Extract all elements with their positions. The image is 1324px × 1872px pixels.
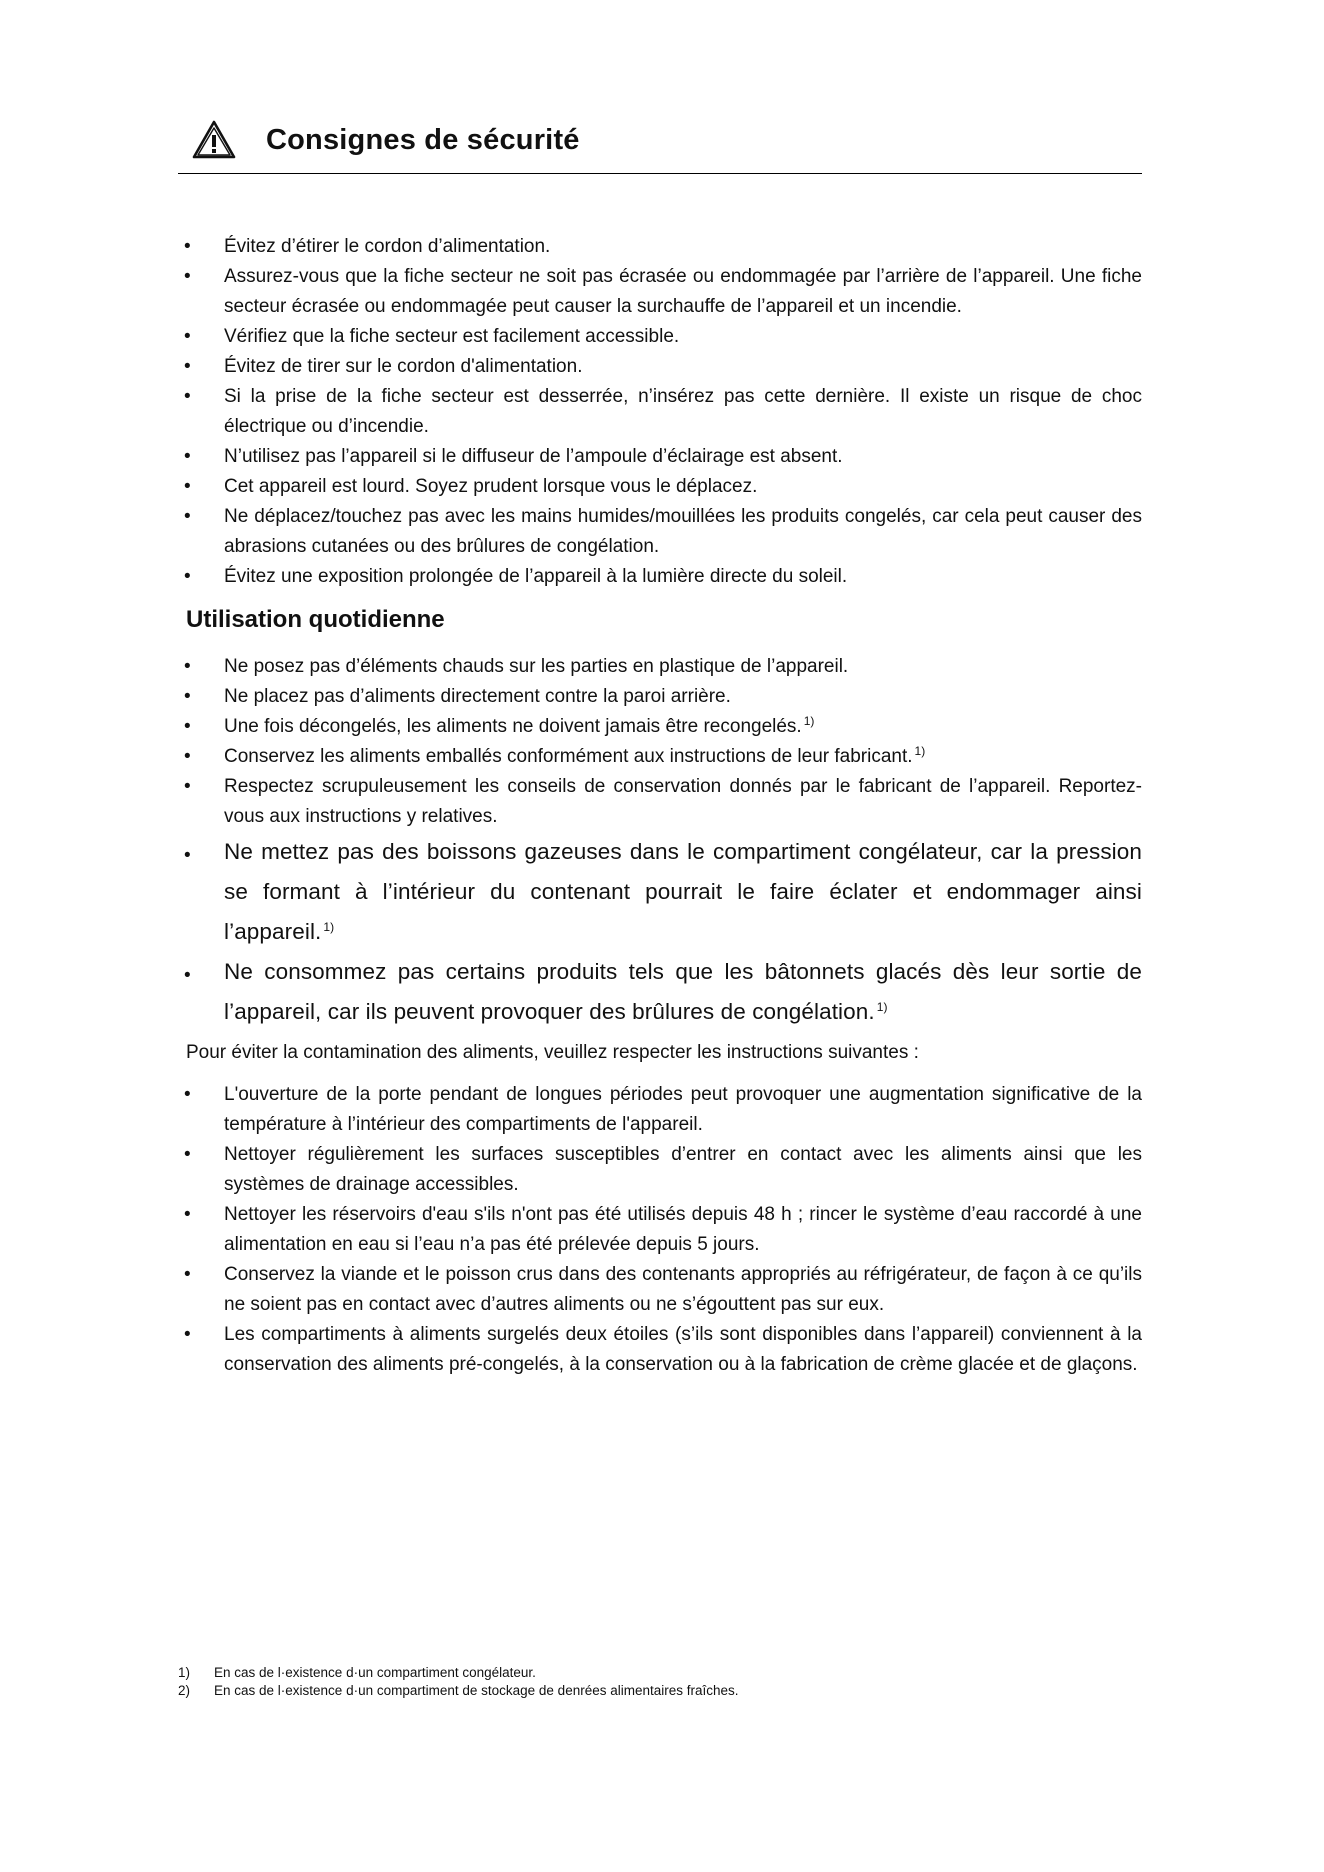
footnote (178, 1664, 1142, 1682)
list-item: • Nettoyer régulièrement les surfaces susceptibles d’entrer en contact avec les aliments ainsi que les systèmes de drainage accessibles. (178, 1140, 1142, 1200)
list-item: • Évitez une exposition prolongée de l’appareil à la lumière directe du soleil. (178, 562, 1142, 592)
list-item: • Évitez de tirer sur le cordon d'alimentation. (178, 352, 1142, 382)
bullet-icon: • (184, 716, 191, 737)
list-item: • Évitez d’étirer le cordon d’alimentation. (178, 232, 1142, 262)
list-item: • Ne posez pas d’éléments chauds sur les parties en plastique de l’appareil. (178, 652, 1142, 682)
footnote-text: En cas de l·existence d·un compartiment de stockage de denrées alimentaires fraîches. (214, 1683, 739, 1698)
footnote-text: En cas de l·existence d·un compartiment congélateur. (214, 1665, 536, 1680)
list-item: • Si la prise de la fiche secteur est desserrée, n’insérez pas cette dernière. Il existe un risque de choc électrique ou d’incendie. (178, 382, 1142, 442)
safety-list (178, 232, 1142, 592)
bullet-icon: • (184, 965, 191, 986)
footnote-ref: 1) (876, 999, 888, 1014)
bullet-icon: • (184, 1324, 191, 1345)
daily-use-list (178, 652, 1142, 1032)
footnote-number: 2) (178, 1683, 191, 1698)
header-divider (178, 173, 1142, 174)
contamination-list (178, 1080, 1142, 1380)
list-item: • Ne consommez pas certains produits tels que les bâtonnets glacés dès leur sortie de l’appareil, car ils peuvent provoquer des brûlures de congélation. $^{1)}$ (178, 952, 1142, 1032)
bullet-icon: • (184, 326, 191, 347)
bullet-icon: • (184, 446, 191, 467)
list-item: • Ne placez pas d’aliments directement contre la paroi arrière. (178, 682, 1142, 712)
bullet-icon: • (184, 236, 191, 257)
bullet-icon: • (184, 746, 191, 767)
bullet-icon: • (184, 476, 191, 497)
list-item: • Nettoyer les réservoirs d'eau s'ils n'ont pas été utilisés depuis 48 h ; rincer le système d’eau raccordé à une alimentation en eau si l’eau n’a pas été prélevée depuis 5 jours. (178, 1200, 1142, 1260)
section-heading: Utilisation quotidienne (186, 606, 445, 633)
footnote-number: 1) (178, 1665, 191, 1680)
list-item: • Conservez la viande et le poisson crus dans des contenants appropriés au réfrigérateur, de façon à ce qu’ils ne soient pas en contact avec d’autres aliments ou ne s’égouttent pas sur eux. (178, 1260, 1142, 1320)
bullet-icon: • (184, 266, 191, 287)
list-item: • Conservez les aliments emballés conformément aux instructions de leur fabricant. $^{1)}$ (178, 742, 1142, 772)
bullet-icon: • (184, 686, 191, 707)
list-item: • Ne mettez pas des boissons gazeuses dans le compartiment congélateur, car la pression se formant à l’intérieur du contenant pourrait le faire éclater et endommager ainsi l’appareil. $^{1)}$ (178, 832, 1142, 952)
bullet-icon: • (184, 1144, 191, 1165)
list-item: • L'ouverture de la porte pendant de longues périodes peut provoquer une augmentation significative de la température à l’intérieur des compartiments de l'appareil. (178, 1080, 1142, 1140)
list-item: • Les compartiments à aliments surgelés deux étoiles (s’ils sont disponibles dans l’appareil) conviennent à la conservation des aliments pré-congelés, à la conservation ou à la fabrication de crème glacée et de glaçons. (178, 1320, 1142, 1380)
page-header (178, 108, 1142, 172)
bullet-icon: • (184, 1084, 191, 1105)
footnote (178, 1682, 1142, 1700)
warning-triangle-icon (190, 118, 238, 162)
bullet-icon: • (184, 656, 191, 677)
footnote-ref: 1) (323, 919, 335, 934)
bullet-icon: • (184, 566, 191, 587)
list-item: • Vérifiez que la fiche secteur est facilement accessible. (178, 322, 1142, 352)
footnotes (178, 1664, 1142, 1700)
bullet-icon: • (184, 386, 191, 407)
bullet-icon: • (184, 506, 191, 527)
list-item: • Cet appareil est lourd. Soyez prudent lorsque vous le déplacez. (178, 472, 1142, 502)
page-title: Consignes de sécurité (266, 123, 580, 156)
bullet-icon: • (184, 1264, 191, 1285)
list-item: • N’utilisez pas l’appareil si le diffuseur de l’ampoule d’éclairage est absent. (178, 442, 1142, 472)
document-body (178, 232, 1142, 1380)
list-item: • Respectez scrupuleusement les conseils de conservation donnés par le fabricant de l’appareil. Reportez-vous aux instructions y relatives. (178, 772, 1142, 832)
bullet-icon: • (184, 845, 191, 866)
list-item: • Une fois décongelés, les aliments ne doivent jamais être recongelés. $^{1)}$ (178, 712, 1142, 742)
footnote-ref: 1) (914, 743, 926, 758)
bullet-icon: • (184, 1204, 191, 1225)
list-item: • Assurez-vous que la fiche secteur ne soit pas écrasée ou endommagée par l’arrière de l’appareil. Une fiche secteur écrasée ou endommagée peut causer la surchauffe de l’appareil et un incendie. (178, 262, 1142, 322)
bullet-icon: • (184, 776, 191, 797)
bullet-icon: • (184, 356, 191, 377)
contamination-intro: Pour éviter la contamination des aliments, veuillez respecter les instructions suivantes : (186, 1042, 919, 1063)
list-item: • Ne déplacez/touchez pas avec les mains humides/mouillées les produits congelés, car cela peut causer des abrasions cutanées ou des brûlures de congélation. (178, 502, 1142, 562)
footnote-ref: 1) (803, 713, 815, 728)
